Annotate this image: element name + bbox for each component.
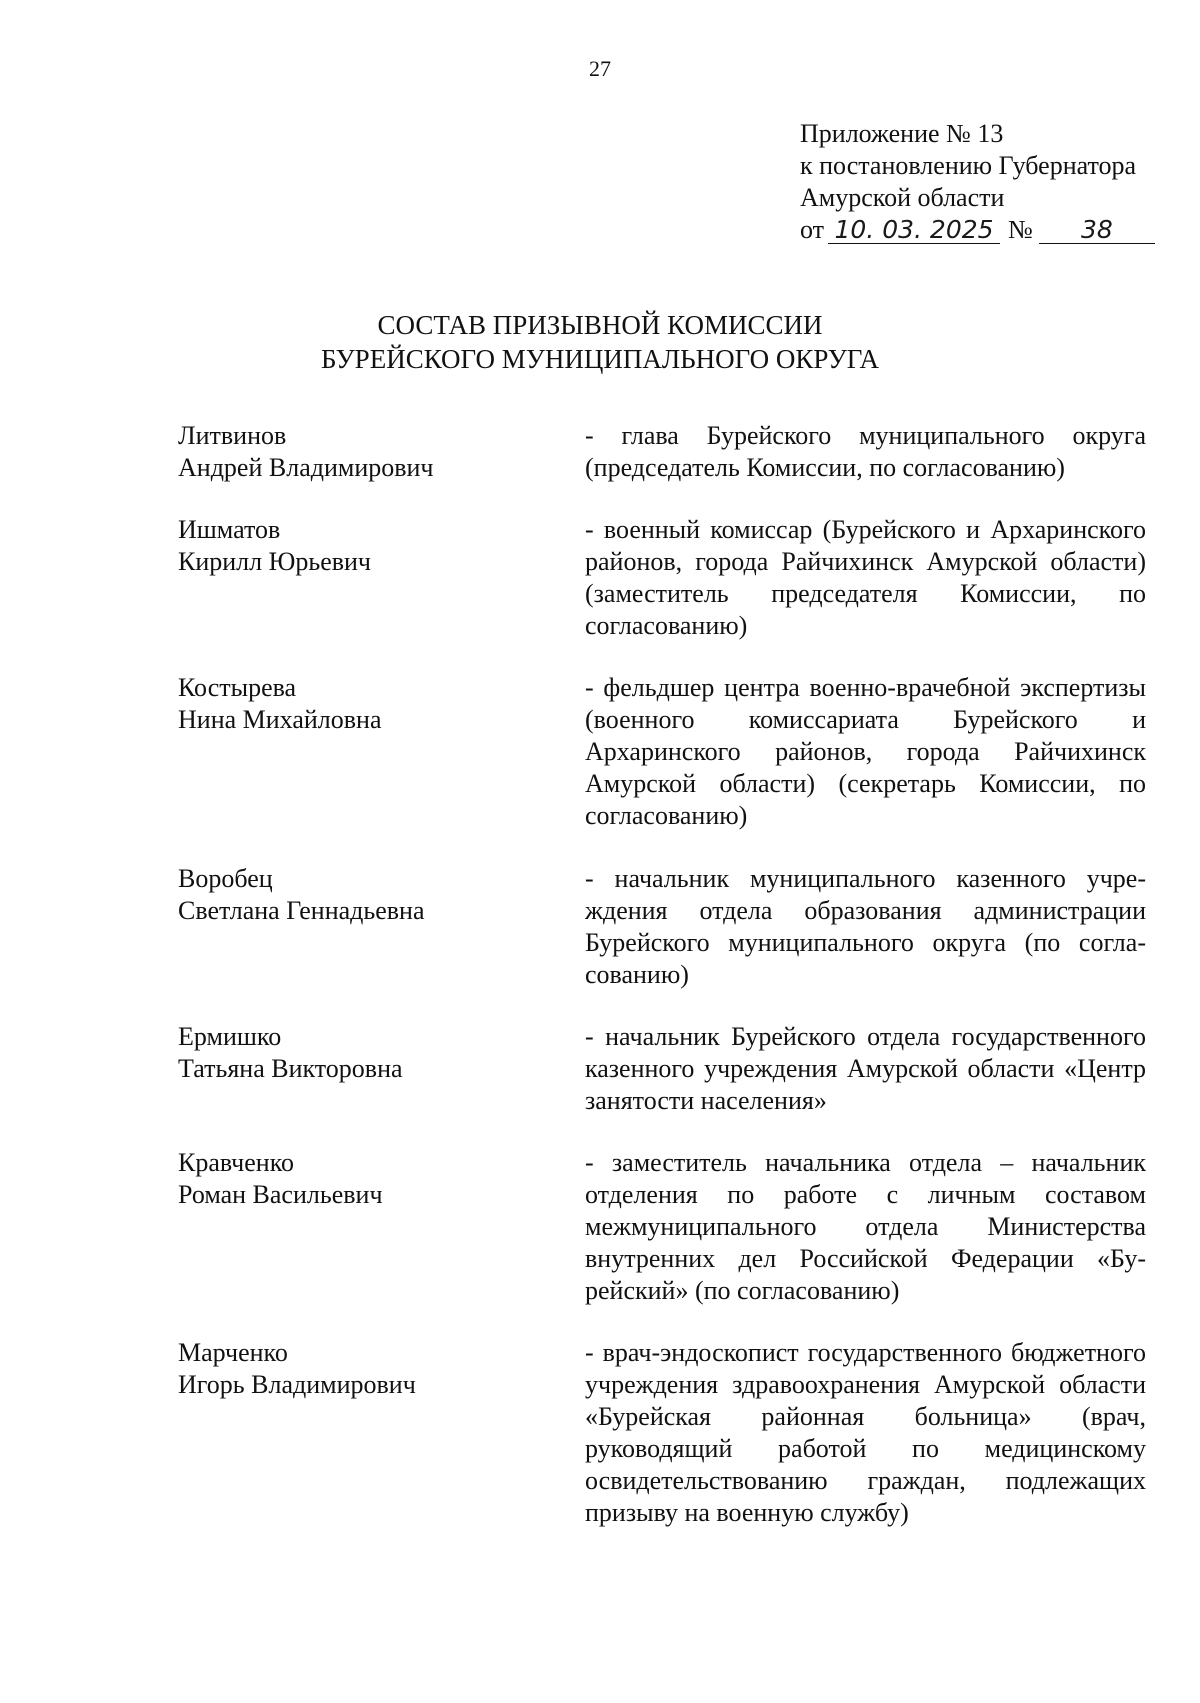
appendix-header [800, 118, 1155, 246]
member-given-names: Андрей Владимирович [178, 453, 434, 482]
appendix-decree-ref: к постановлению Губернатора [800, 151, 1137, 180]
appendix-date-row [800, 214, 1155, 246]
member-role: - врач-эндоскопист государственного бюджетного учреждения здравоохранения Амурской области «Бурейская районная больница» (врач, руководящий работой по медицинскому освидетельствованию граждан, подлежащих призыву на военную службу) [585, 1338, 1146, 1527]
member-surname: Ишматов [178, 515, 281, 544]
member-name [178, 420, 585, 484]
member-role: - фельдшер центра военно-врачебной экспертизы (военного комиссариата Бурейского и Архаринского районов, города Райчихинск Амурской области) (секретарь Комиссии, по согласованию) [585, 673, 1146, 830]
member-role: - заместитель начальника отдела – начальник отделения по работе с личным составом межмуниципального отдела Министерства внутренних дел Российской Федерации «Бурейский» (по согласованию) [585, 1148, 1146, 1305]
member-surname: Кравченко [178, 1148, 295, 1177]
member-surname: Костырева [178, 673, 297, 702]
member-row [178, 672, 1146, 832]
member-name [178, 514, 585, 642]
member-row [178, 420, 1146, 484]
date-prefix: от [800, 215, 825, 244]
member-given-names: Татьяна Викторовна [178, 1054, 403, 1083]
member-given-names: Роман Васильевич [178, 1180, 383, 1209]
member-name [178, 1147, 585, 1307]
member-name [178, 1337, 585, 1529]
member-given-names: Светлана Геннадьевна [178, 896, 425, 925]
page-number: 27 [589, 56, 611, 81]
member-row [178, 1147, 1146, 1307]
member-row [178, 514, 1146, 642]
document-title [0, 308, 1200, 376]
handwritten-date: 10. 03. 2025 [828, 217, 1000, 244]
member-given-names: Нина Михайловна [178, 705, 382, 734]
member-row [178, 863, 1146, 991]
handwritten-number: 38 [1039, 217, 1155, 244]
member-given-names: Кирилл Юрьевич [178, 547, 372, 576]
title-line-2: БУРЕЙСКОГО МУНИЦИПАЛЬНОГО ОКРУГА [321, 344, 879, 374]
member-role: - начальник муниципального казенного учреждения отдела образования администрации Бурейского муниципального округа (по согласованию) [585, 864, 1146, 989]
member-role: - военный комиссар (Бурейского и Архаринского районов, города Райчихинск Амурской области) (заместитель председателя Комиссии, по согласованию) [585, 515, 1146, 640]
member-role: - глава Бурейского муниципального округа (председатель Комиссии, по согласованию) [585, 421, 1146, 482]
member-name [178, 863, 585, 991]
member-row [178, 1337, 1146, 1529]
title-line-1: СОСТАВ ПРИЗЫВНОЙ КОМИССИИ [377, 310, 823, 340]
number-sign: № [1008, 215, 1033, 244]
appendix-region: Амурской области [800, 183, 1005, 212]
member-surname: Марченко [178, 1338, 288, 1367]
member-surname: Ермишко [178, 1022, 282, 1051]
member-role: - начальник Бурейского отдела государственного казенного учреждения Амурской области «Центр занятости населения» [585, 1022, 1146, 1115]
member-name [178, 672, 585, 832]
member-name [178, 1021, 585, 1117]
member-surname: Воробец [178, 864, 273, 893]
appendix-title: Приложение № 13 [800, 119, 1004, 148]
member-row [178, 1021, 1146, 1117]
member-surname: Литвинов [178, 421, 287, 450]
member-given-names: Игорь Владимирович [178, 1370, 416, 1399]
